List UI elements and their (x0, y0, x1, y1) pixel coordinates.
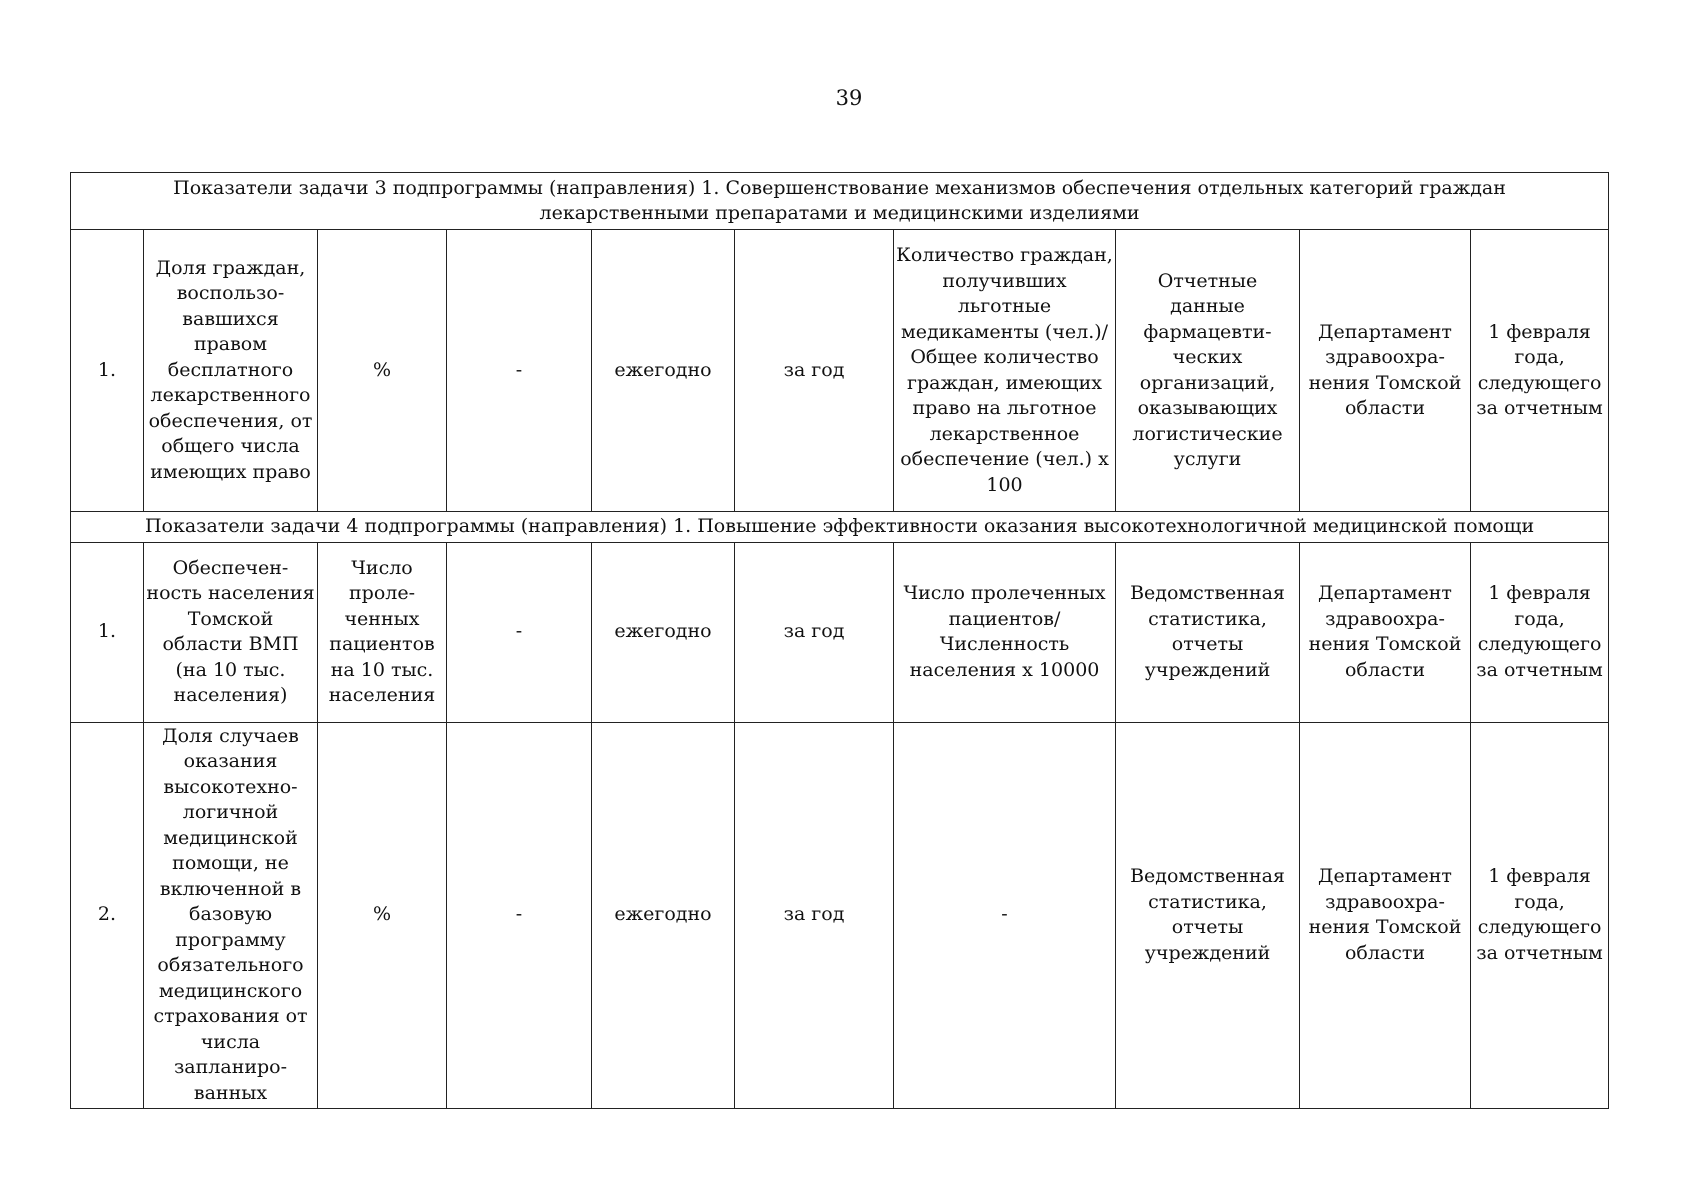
section-title: Показатели задачи 3 подпрограммы (направления) 1. Совершенствование механизмов обеспечения отдельных категорий граждан лекарственными препаратами и медицинскими изделиями (71, 173, 1609, 230)
table-row (71, 542, 1609, 722)
period-cell: за год (735, 230, 894, 512)
unit-cell: Число проле- ченных пациентов на 10 тыс. населения (318, 542, 447, 722)
table-row (71, 230, 1609, 512)
responsible-cell: Департамент здравоохра- нения Томской области (1300, 230, 1471, 512)
method-cell: Количество граждан, получивших льготные медикаменты (чел.)/ Общее количество граждан, имеющих право на льготное лекарственное обеспечение (чел.) х 100 (894, 230, 1116, 512)
responsible-cell: Департамент здравоохра- нения Томской области (1300, 542, 1471, 722)
source-cell: Ведомственная статистика, отчеты учреждений (1116, 542, 1300, 722)
section-header-row (71, 512, 1609, 543)
source-cell: Отчетные данные фармацевти- ческих организаций, оказывающих логистические услуги (1116, 230, 1300, 512)
row-number: 1. (71, 230, 144, 512)
frequency-cell: ежегодно (592, 230, 735, 512)
period-cell: за год (735, 722, 894, 1108)
responsible-cell: Департамент здравоохра- нения Томской области (1300, 722, 1471, 1108)
deadline-cell: 1 февраля года, следующего за отчетным (1471, 542, 1609, 722)
source-cell: Ведомственная статистика, отчеты учреждений (1116, 722, 1300, 1108)
indicators-table (70, 172, 1609, 1109)
method-cell: - (894, 722, 1116, 1108)
method-cell: Число пролеченных пациентов/ Численность населения х 10000 (894, 542, 1116, 722)
row-number: 2. (71, 722, 144, 1108)
indicator-name: Обеспечен- ность населения Томской области ВМП (на 10 тыс. населения) (144, 542, 318, 722)
period-cell: за год (735, 542, 894, 722)
table-row (71, 722, 1609, 1108)
page-number: 39 (835, 86, 863, 110)
section-header-row (71, 173, 1609, 230)
dash-cell: - (447, 722, 592, 1108)
dash-cell: - (447, 230, 592, 512)
dash-cell: - (447, 542, 592, 722)
unit-cell: % (318, 722, 447, 1108)
frequency-cell: ежегодно (592, 542, 735, 722)
indicator-name: Доля граждан, воспользо- вавшихся правом бесплатного лекарственного обеспечения, от общего числа имеющих право (144, 230, 318, 512)
section-title: Показатели задачи 4 подпрограммы (направления) 1. Повышение эффективности оказания высокотехнологичной медицинской помощи (71, 512, 1609, 543)
indicator-name: Доля случаев оказания высокотехно- логичной медицинской помощи, не включенной в базовую программу обязательного медицинского страхования от числа заплaниро- ванных (144, 722, 318, 1108)
unit-cell: % (318, 230, 447, 512)
deadline-cell: 1 февраля года, следующего за отчетным (1471, 230, 1609, 512)
frequency-cell: ежегодно (592, 722, 735, 1108)
deadline-cell: 1 февраля года, следующего за отчетным (1471, 722, 1609, 1108)
row-number: 1. (71, 542, 144, 722)
